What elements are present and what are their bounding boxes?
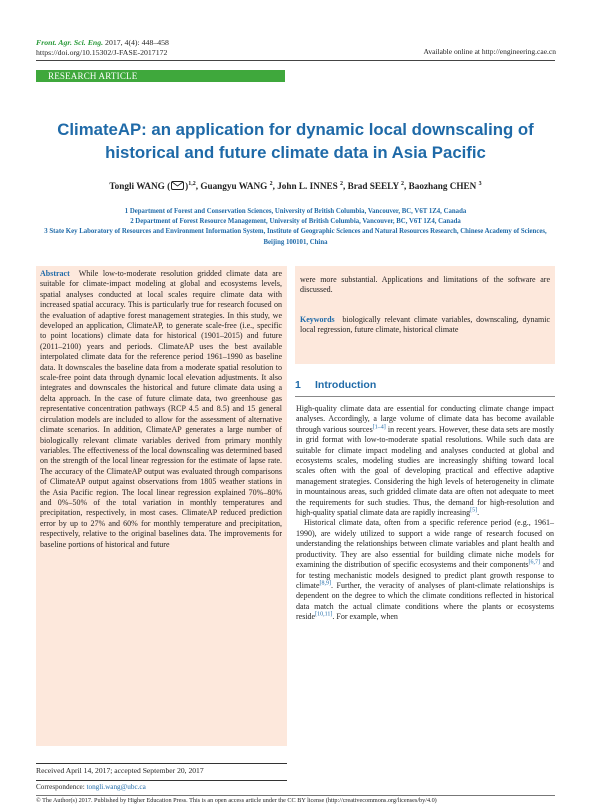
affiliation-line: 2 Department of Forest Resource Management, University of British Columbia, Vancouver, BC, V6T 1Z4, Canada bbox=[130, 218, 461, 226]
paragraph-text: . bbox=[477, 508, 480, 518]
journal-name: Front. Agr. Sci. Eng. bbox=[36, 38, 104, 47]
article-title: ClimateAP: an application for dynamic local downscaling of historical and future climate data in Asia Pacific bbox=[57, 120, 534, 162]
correspondence-email[interactable]: tongli.wang@ubc.ca bbox=[86, 783, 146, 791]
correspondence-divider bbox=[36, 780, 287, 781]
author-affiliation-marker: 2 bbox=[401, 180, 405, 187]
affiliations bbox=[36, 207, 555, 248]
paragraph-text: . For example, when bbox=[332, 612, 398, 622]
abstract-continuation-box bbox=[295, 266, 555, 364]
keywords-text: biologically relevant climate variables, downscaling, dynamic local regression, future climate, historical climate bbox=[300, 314, 550, 335]
author-affiliation-marker: 2 bbox=[269, 180, 273, 187]
journal-issue: 2017, 4(4): 448–458 bbox=[105, 38, 169, 47]
keywords-label: Keywords bbox=[300, 314, 335, 324]
availability-note: Available online at http://engineering.cae.cn bbox=[423, 47, 556, 56]
citation-reference[interactable]: [1–4] bbox=[372, 424, 386, 431]
received-dates: Received April 14, 2017; accepted September 20, 2017 bbox=[36, 766, 204, 775]
author-name: Baozhang CHEN bbox=[408, 181, 479, 191]
abstract-text: While low-to-moderate resolution gridded climate data are suitable for climate-impact modeling at global and ecosystems levels, spatial analyses conducted at local scales require climate data with increased spatial accuracy. This is particularly true for research focused on the evaluation of adaptive forest management strategies. In this study, we developed an application, ClimateAP, to generate scale-free (i.e., specific to point locations) climate data for historical (1901–2015) and future (2011–2100) years and periods. ClimateAP uses the best available interpolated climate data for the reference period 1961–1990 as baseline data. It downscales the baseline data from a moderate spatial resolution to scale-free point data through dynamic local elevation adjustments. It also integrates and downscales the historical and future climate data using a delta approach. In the case of future climate data, two greenhouse gas representative concentration pathways (RCP 4.5 and 8.5) and 15 general circulation models are included to allow for the assessment of alternative climate scenarios. In addition, ClimateAP generates a large number of biologically relevant climate variables derived from primary monthly variables. The effectiveness of the local downscaling was determined based on the strength of the local linear regression for the estimate of lapse rate. The accuracy of the ClimateAP output was evaluated through comparisons of ClimateAP output against observations from 1805 weather stations in the Asia Pacific region. The local linear regression explained 70%–80% and 0%–50% of the total variation in monthly temperatures and precipitation, respectively, in most cases. ClimateAP reduced prediction error by up to 27% and 60% for monthly temperature and precipitation, respectively, relative to the original baselines data. The improvements for baseline portions of historical and future bbox=[40, 269, 282, 549]
keywords-paragraph bbox=[300, 315, 550, 336]
citation-reference[interactable]: [8,9] bbox=[319, 580, 332, 587]
citation-reference[interactable]: [6,7] bbox=[528, 559, 541, 566]
author-affiliation-marker: 2 bbox=[340, 180, 343, 187]
correspondence bbox=[36, 783, 146, 791]
section-divider bbox=[295, 396, 555, 397]
author-affiliation-marker: 3 bbox=[478, 180, 482, 187]
section-heading bbox=[295, 379, 376, 391]
author-name: Guangyu WANG bbox=[200, 181, 270, 191]
author-affiliation-marker: 1,2 bbox=[188, 180, 196, 187]
footnote-divider bbox=[36, 763, 287, 764]
envelope-icon[interactable] bbox=[171, 181, 184, 190]
affiliation-line: 3 State Key Laboratory of Resources and Environment Information System, Institute of Geographic Sciences and Natural Resources Research, Chinese Academy of Sciences, Beijing 100101, China bbox=[44, 228, 547, 246]
paragraph-text: Historical climate data, often from a specific reference period (e.g., 1961–1990), are widely utilized to support a wide range of research focused on understanding the relationships between climate variables and plant health and productivity. They are also essential for building climate niche models for examining the distribution of specific ecosystems and their components bbox=[296, 518, 554, 570]
author-name: Brad SEELY bbox=[347, 181, 402, 191]
doi-link[interactable]: https://doi.org/10.15302/J-FASE-2017172 bbox=[36, 48, 168, 57]
journal-header bbox=[36, 38, 169, 58]
license-note: © The Author(s) 2017. Published by Higher Education Press. This is an open access article under the CC BY license (http://creativecommons.org/licenses/by/4.0) bbox=[36, 797, 437, 804]
section-title: Introduction bbox=[315, 379, 377, 391]
correspondence-label: Correspondence: bbox=[36, 783, 85, 791]
abstract-box bbox=[36, 266, 287, 746]
header-divider bbox=[36, 60, 555, 61]
intro-paragraph-1 bbox=[296, 404, 554, 518]
paragraph-text: High-quality climate data are essential for conducting climate change impact analyses. Accordingly, a large volume of climate data has become available through various sources bbox=[296, 404, 554, 434]
abstract-continuation: were more substantial. Applications and limitations of the software are discussed. bbox=[300, 275, 550, 295]
section-number: 1 bbox=[295, 379, 301, 391]
citation-reference[interactable]: [10,11] bbox=[315, 611, 333, 618]
paragraph-text: and for testing mechanistic models designed to predict plant growth response to climate bbox=[296, 560, 554, 590]
abstract-label: Abstract bbox=[40, 269, 70, 278]
author-name: John L. INNES bbox=[277, 181, 340, 191]
intro-paragraph-2 bbox=[296, 518, 554, 622]
citation-reference[interactable]: [5] bbox=[470, 507, 478, 514]
introduction-body bbox=[296, 404, 554, 623]
paragraph-text: . Further, the veracity of analyses of plant-climate relationships is dependent on the degree to which the climate conditions reflected in historical data match the actual climate conditions where the plants or ecosystems reside bbox=[296, 580, 554, 622]
author-name: Tongli WANG bbox=[109, 181, 168, 191]
license-divider bbox=[36, 795, 555, 796]
paragraph-text: in recent years. However, these data sets are mostly in grid format with low-to-moderate spatial resolutions. While such data are suitable for climate impact modeling and analyses conducted at global and ecosystems scales, modeling studies are increasingly shifting toward local scales often with the goal of developing practical and effective adaptive management strategies. Considering the high levels of heterogeneity in climate in mountainous areas, such gridded climate data are often not adequate to meet the requirements for such studies. Thus, the demand for high-resolution and high-quality spatial climate data are rapidly increasing bbox=[296, 424, 555, 518]
affiliation-line: 1 Department of Forest and Conservation Sciences, University of British Columbia, Vancouver, BC, V6T 1Z4, Canada bbox=[124, 208, 467, 215]
author-list: Tongli WANG ( )$^{1,2}$, Guangyu WANG $^2$, John L. INNES $^2$, Brad SEELY $^2$, Baozhang CHEN $^3$ bbox=[109, 180, 482, 191]
article-type-banner: RESEARCH ARTICLE bbox=[36, 70, 285, 82]
abstract-paragraph bbox=[40, 269, 282, 550]
